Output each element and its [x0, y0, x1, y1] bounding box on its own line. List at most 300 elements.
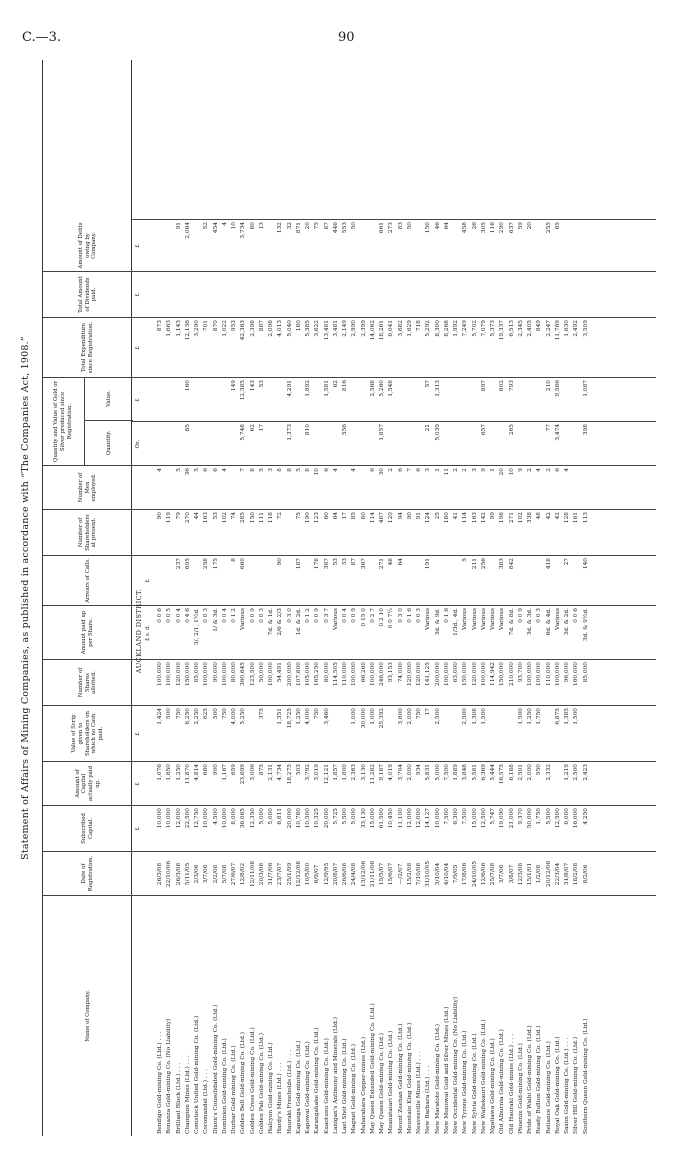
cell-scrip: 1,250 [295, 708, 302, 725]
cell-scrip [387, 706, 396, 762]
cell-dividends [582, 272, 591, 318]
cell-expenditure: 2,098 [268, 320, 274, 337]
cell-holders: 161 [573, 512, 580, 524]
cell-debts: 26 [471, 222, 478, 230]
unit-debts: £ [135, 244, 141, 248]
cell-expenditure: 2,149 [342, 320, 348, 337]
cell-name: Halcyon Gold-mining Co. (Ltd.) [268, 1042, 274, 1134]
cell-arrears: 87 [351, 558, 358, 566]
cell-scrip: 2,000 [406, 708, 413, 725]
cell-debts: 59 [517, 222, 524, 230]
cell-value: 149 [231, 380, 237, 392]
cell-value: 210 [545, 380, 552, 392]
table-row [572, 60, 581, 1136]
table-row [554, 60, 563, 1136]
cell-holders: 102 [517, 512, 524, 524]
cell-scrip [332, 706, 341, 762]
cell-subscribed: 10,000 [221, 808, 228, 829]
cell-expenditure: 3,682 [397, 320, 404, 337]
table-row [295, 60, 304, 1136]
cell-holders: 123 [314, 512, 321, 524]
cell-shares: 110,000 [545, 662, 552, 686]
cell-expenditure: 13,481 [323, 320, 330, 341]
cell-holders: 48 [536, 512, 543, 520]
cell-men: 6 [212, 468, 219, 472]
cell-quantity [461, 422, 470, 466]
table-row [341, 60, 350, 1136]
cell-value [406, 378, 415, 422]
cell-date: 22/3/04 [554, 862, 561, 886]
cell-value: 802 [499, 380, 506, 392]
cell-quantity [295, 422, 304, 466]
cell-expenditure: 2,492 [573, 320, 580, 337]
cell-value [489, 378, 498, 422]
cell-expenditure: 2,247 [545, 320, 552, 337]
cell-subscribed: 15,000 [471, 808, 478, 829]
cell-dividends [239, 272, 248, 318]
table-row [212, 60, 221, 1136]
cell-value [350, 378, 359, 422]
cell-shares: 85,000 [582, 662, 589, 683]
cell-holders: 119 [166, 512, 173, 524]
cell-expenditure: 5,292 [425, 320, 432, 337]
cell-scrip: 375 [258, 708, 265, 720]
cell-date: 4/10/04 [443, 862, 450, 886]
cell-date: 24/4/08 [351, 862, 358, 886]
table-title: Statement of Affairs of Mining Companies, as published in accordance with “The Companies Act, 1908.” [20, 336, 31, 860]
cell-shares: 96,000 [564, 662, 570, 683]
cell-arrears [526, 556, 535, 606]
table-row [508, 60, 517, 1136]
cell-dividends [175, 272, 184, 318]
cell-debts: 132 [277, 222, 284, 234]
cell-quantity: 1,373 [286, 424, 293, 441]
cell-debts: 13 [258, 222, 265, 230]
cell-men: 4 [536, 468, 543, 472]
cell-scrip: 3,460 [323, 708, 330, 725]
cell-expenditure: 2,990 [351, 320, 358, 337]
cell-debts [165, 220, 174, 272]
cell-arrears [443, 556, 452, 606]
cell-quantity: 65 [184, 424, 191, 432]
cell-quantity [498, 422, 507, 466]
cell-expenditure: 6,513 [508, 320, 515, 337]
cell-expenditure: 2,398 [249, 320, 256, 337]
cell-date: 8/2/06 [582, 864, 589, 884]
cell-pershare: 3d. & 9½d. [582, 608, 589, 641]
cell-name: Bonanza Gold-mining Co. (No Liability) [166, 1018, 173, 1134]
cell-men: 36 [184, 468, 191, 476]
cell-quantity [406, 422, 415, 466]
cell-value: 1,548 [388, 380, 395, 397]
cell-debts: 52 [203, 222, 210, 230]
cell-scrip: 1,385 [564, 708, 570, 725]
cell-holders: 42 [545, 512, 552, 520]
cell-arrears [415, 556, 424, 606]
table-row [332, 60, 341, 1136]
cell-scrip: 5,250 [240, 708, 247, 725]
cell-men: 2 [453, 468, 459, 472]
cell-scrip: 750 [221, 708, 228, 720]
cell-arrears: 187 [295, 558, 302, 570]
cell-arrears: 256 [480, 558, 487, 570]
cell-debts: 50 [406, 222, 413, 230]
cell-date: 24/10/05 [471, 860, 478, 888]
cell-name: Mountain King Gold-mining Co. (Ltd.) [406, 1022, 413, 1134]
cell-subscribed: 10,000 [157, 808, 163, 829]
cell-debts: 116 [490, 222, 496, 234]
header-scrip: Value of Scrip given to Shareholders on which no Cash paid. [43, 706, 133, 762]
cell-arrears [452, 556, 461, 606]
cell-quantity [397, 422, 406, 466]
cell-pershare: 7d. & 8d. [508, 608, 515, 636]
cell-pershare: 0 0 4 [342, 608, 348, 623]
cell-arrears: 178 [314, 558, 321, 570]
cell-quantity: 5,039 [434, 424, 441, 441]
cell-debts: 20 [527, 222, 533, 230]
cell-men: 1 [434, 468, 441, 472]
cell-men: 30 [379, 468, 385, 476]
cell-pershare: Various [499, 608, 506, 630]
cell-name: Durbar Gold-mining Co. (Ltd.) [231, 1045, 237, 1134]
cell-subscribed: 14,127 [425, 808, 432, 829]
cell-shares: 93,700 [517, 662, 524, 683]
cell-dividends [304, 272, 313, 318]
cell-shares: 54,491 [277, 662, 284, 683]
cell-pershare: 0 1 6 [406, 608, 413, 623]
cell-arrears [165, 556, 174, 606]
cell-date: 12/8/02 [240, 862, 247, 886]
cell-value [461, 378, 470, 422]
cell-expenditure: 849 [536, 320, 543, 332]
cell-debts [572, 220, 581, 272]
cell-pershare: 0 0 4 [175, 608, 182, 623]
cell-arrears: 191 [425, 558, 432, 570]
cell-expenditure: 5,373 [490, 320, 496, 337]
table-row [184, 60, 193, 1136]
cell-subscribed: 36,065 [240, 808, 247, 829]
cell-quantity [202, 422, 211, 466]
cell-paid: 1,857 [332, 764, 339, 781]
cell-arrears [406, 556, 415, 606]
cell-holders: 79 [175, 512, 182, 520]
cell-expenditure: 19,337 [499, 320, 506, 341]
cell-name: Hauraki Freeholds (Ltd.) . . . [286, 1049, 293, 1134]
cell-name: Coromandel (Ltd.) . . . [203, 1068, 210, 1134]
cell-expenditure: 2,399 [360, 320, 367, 337]
cell-expenditure: 6,041 [388, 320, 395, 337]
cell-arrears: 27 [564, 558, 570, 566]
cell-date: 21/11/06 [369, 860, 376, 888]
cell-shares: 200,000 [434, 662, 441, 686]
cell-value: 53 [258, 380, 265, 388]
cell-paid: 900 [212, 764, 219, 776]
cell-value [212, 378, 221, 422]
cell-quantity [313, 422, 322, 466]
cell-value [360, 378, 369, 422]
cell-men: 8 [286, 468, 293, 472]
cell-value [443, 378, 452, 422]
cell-value [221, 378, 230, 422]
cell-men: 10 [508, 468, 515, 476]
cell-arrears: 5 [462, 558, 469, 562]
cell-expenditure: 3,622 [314, 320, 321, 337]
cell-date: 5/11/05 [184, 862, 191, 886]
cell-men [582, 466, 591, 510]
cell-holders: 163 [471, 512, 478, 524]
cell-expenditure: 8,268 [443, 320, 450, 337]
cell-name: Saxon Gold-mining Co. (Ltd.) . . . [564, 1037, 570, 1134]
cell-value [563, 378, 572, 422]
cell-shares: 120,000 [471, 662, 478, 686]
cell-debts [360, 220, 369, 272]
cell-value: 1,581 [323, 380, 330, 397]
cell-arrears [489, 556, 498, 606]
cell-holders: 17 [342, 512, 348, 520]
unit-arrears: £ [145, 579, 151, 583]
cell-pershare: 0 3 0 [286, 608, 293, 623]
cell-pershare: Various [471, 608, 478, 630]
cell-arrears: 367 [360, 558, 367, 570]
cell-dividends [202, 272, 211, 318]
cell-pershare: 0 0 3 [258, 608, 265, 623]
cell-quantity [471, 422, 480, 466]
cell-date: 3/7/08 [499, 864, 506, 884]
cell-quantity: 810 [305, 424, 311, 436]
cell-arrears [572, 556, 581, 606]
cell-debts: 32 [286, 222, 293, 230]
unit-subscribed: £ [135, 827, 141, 831]
cell-men: 8 [249, 468, 256, 472]
cell-debts: 64 [443, 222, 450, 230]
header-men: Number of Men employed. [43, 466, 133, 510]
cell-arrears: 48 [388, 558, 395, 566]
cell-paid: 934 [416, 764, 422, 776]
cell-pershare: Various [462, 608, 469, 630]
cell-pershare: 2/6 & 2/3 [277, 608, 284, 636]
cell-arrears: 140 [582, 558, 589, 570]
cell-shares: 100,000 [203, 662, 210, 686]
cell-name: New Occidental Gold-mining Co. (No Liability) [453, 996, 459, 1134]
cell-value [572, 378, 581, 422]
cell-men: 8 [305, 468, 311, 472]
cell-dividends [276, 272, 285, 318]
cell-name: Comstock United Gold-mining Co. (Ltd.) [194, 1015, 200, 1134]
cell-men [572, 466, 581, 510]
cell-paid: 1,650 [166, 764, 173, 781]
cell-pershare: 0 0 9 [351, 608, 358, 623]
cell-quantity: 77 [545, 424, 552, 432]
cell-paid: 1,250 [175, 764, 182, 781]
cell-paid: 3,792 [305, 764, 311, 781]
cell-expenditure: 701 [203, 320, 210, 332]
cell-paid: 1,889 [453, 764, 459, 781]
cell-dividends [258, 272, 267, 318]
cell-men: 5 [258, 468, 265, 472]
cell-paid: 1,800 [342, 764, 348, 781]
cell-arrears: 660 [240, 558, 247, 570]
header-shares: Number of Shares allotted. [43, 660, 133, 706]
cell-subscribed: 10,000 [166, 808, 173, 829]
table-row [286, 60, 295, 1136]
table-row [323, 60, 332, 1136]
cell-pershare: 6d. & 4d. [545, 608, 552, 636]
cell-name: Dixon's Consolidated Gold-mining Co. (Ltd.) [212, 1004, 219, 1134]
cell-value: 57 [425, 380, 432, 388]
cell-quantity [175, 422, 184, 466]
cell-subscribed: 4,500 [212, 808, 219, 825]
cell-shares: 105,000 [305, 662, 311, 686]
table-row [582, 60, 591, 1136]
cell-shares: 50,000 [258, 662, 265, 683]
statement-table [20, 60, 660, 1136]
cell-holders: 74 [231, 512, 237, 520]
cell-subscribed: 6,300 [453, 808, 459, 825]
cell-subscribed: 5,000 [258, 808, 265, 825]
table-row [480, 60, 489, 1136]
cell-value: 62 [332, 380, 339, 388]
cell-date: 26/3/08 [175, 862, 182, 886]
cell-men: 6 [203, 468, 210, 472]
cell-quantity [165, 422, 174, 466]
cell-shares: 100,000 [536, 662, 543, 686]
unit-dividends: £ [135, 293, 141, 297]
cell-quantity [452, 422, 461, 466]
cell-value [295, 378, 304, 422]
cell-expenditure: 953 [231, 320, 237, 332]
cell-scrip: 8,250 [184, 708, 191, 725]
cell-holders: 270 [184, 512, 191, 524]
cell-men [165, 466, 174, 510]
cell-value: 816 [342, 380, 348, 392]
cell-debts [563, 220, 572, 272]
cell-debts: 871 [295, 222, 302, 234]
cell-scrip: 6,875 [554, 708, 561, 725]
page-reference: C.—3. [22, 30, 62, 45]
cell-holders: 90 [406, 512, 413, 520]
header-quantity: Quantity. [106, 430, 112, 456]
cell-men: 9 [517, 468, 524, 472]
cell-shares: 150,000 [462, 662, 469, 686]
cell-date: 15/2/08 [406, 862, 413, 886]
cell-pershare: 0 0 3 [203, 608, 210, 623]
cell-holders: 60 [323, 512, 330, 520]
cell-paid: 3,006 [249, 764, 256, 781]
cell-debts: 290 [499, 222, 506, 234]
table-row [221, 60, 230, 1136]
cell-shares: 210,000 [508, 662, 515, 686]
cell-men: 2 [388, 468, 395, 472]
cell-scrip: 30,000 [360, 708, 367, 729]
cell-holders: 75 [295, 512, 302, 520]
cell-value: 160 [184, 380, 191, 392]
table-row [471, 60, 480, 1136]
cell-date: 27/6/07 [231, 862, 237, 886]
table-row [193, 60, 202, 1136]
cell-name: Hardy's Mines (Ltd.) . . . [277, 1062, 284, 1134]
cell-value [526, 378, 535, 422]
cell-subscribed: 11,100 [397, 808, 404, 829]
header-date: Date of Registration. [43, 852, 133, 896]
cell-arrears [249, 556, 258, 606]
cell-shares: 100,000 [351, 662, 358, 686]
cell-shares: 80,000 [231, 662, 237, 683]
cell-quantity [387, 422, 396, 466]
cell-shares: 150,000 [184, 662, 191, 686]
cell-arrears: 237 [175, 558, 182, 570]
unit-expenditure: £ [135, 346, 141, 350]
cell-holders: 102 [221, 512, 228, 524]
cell-dividends [212, 272, 221, 318]
cell-arrears [535, 556, 544, 606]
cell-debts [582, 220, 591, 272]
cell-paid: 2,131 [268, 764, 274, 781]
cell-shares: 114,942 [490, 662, 496, 686]
cell-shares: 100,000 [221, 662, 228, 686]
cell-holders: 128 [564, 512, 570, 524]
header-holders: Number of Shareholders at present. [43, 510, 133, 556]
cell-arrears [434, 556, 443, 606]
cell-holders: 163 [203, 512, 210, 524]
cell-arrears: 90 [277, 558, 284, 566]
cell-quantity [360, 422, 369, 466]
cell-value [156, 378, 165, 422]
table-row [369, 60, 378, 1136]
cell-men: 1 [490, 468, 496, 472]
cell-debts: 446 [332, 222, 339, 234]
cell-debts: 553 [342, 222, 348, 234]
cell-name: Royal Oak Gold-mining Co. (Ltd.) [554, 1036, 561, 1134]
cell-paid: 16,575 [499, 764, 506, 785]
cell-pershare: Various [240, 608, 247, 630]
cell-date: 31/7/06 [268, 862, 274, 886]
cell-subscribed: 5,747 [490, 808, 496, 825]
cell-subscribed: 7,500 [462, 808, 469, 825]
cell-value [202, 378, 211, 422]
cell-paid: 5,444 [490, 764, 496, 781]
cell-holders: 90 [157, 512, 163, 520]
cell-scrip: 625 [203, 708, 210, 720]
cell-paid: 7,500 [443, 764, 450, 781]
cell-date: 12/9/95 [323, 862, 330, 886]
cell-value: 9,586 [554, 380, 561, 397]
cell-subscribed: 5,500 [545, 808, 552, 825]
cell-scrip: 4,000 [305, 708, 311, 725]
cell-dividends [554, 272, 563, 318]
cell-subscribed: 21,000 [508, 808, 515, 829]
cell-arrears: 842 [508, 558, 515, 570]
cell-shares: 120,000 [406, 662, 413, 686]
cell-holders: 113 [582, 512, 589, 524]
cell-holders: 198 [499, 512, 506, 524]
cell-shares: 123,500 [249, 662, 256, 686]
cell-paid: 659 [231, 764, 237, 776]
cell-scrip: 1,500 [573, 708, 580, 725]
cell-quantity [369, 422, 378, 466]
cell-quantity: 5,748 [240, 424, 247, 441]
table-header [42, 60, 132, 1136]
cell-expenditure: 1,630 [564, 320, 570, 337]
cell-date: 31/8/07 [564, 862, 570, 886]
cell-dividends [230, 272, 239, 318]
cell-quantity: 398 [582, 424, 589, 436]
header-debts: Amount of Debts owing by Company. [43, 220, 133, 272]
cell-date: 10/5/00 [305, 862, 311, 886]
cell-expenditure: 3,509 [582, 320, 589, 337]
cell-dividends [221, 272, 230, 318]
cell-dividends [341, 272, 350, 318]
cell-debts: 454 [212, 222, 219, 234]
